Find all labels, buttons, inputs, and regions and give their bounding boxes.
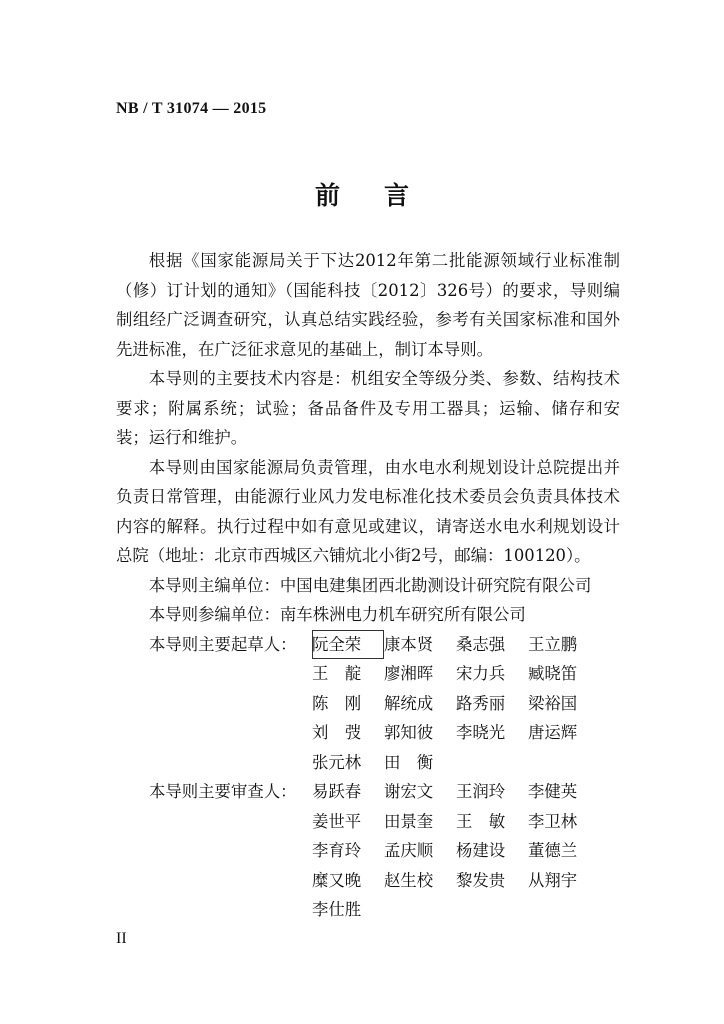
drafters-table [116, 630, 620, 778]
reviewer-name: 糜又晚 [312, 870, 362, 890]
drafter-name: 田 衡 [384, 752, 434, 772]
reviewer-name: 李育玲 [312, 841, 362, 860]
reviewer-name: 谢宏文 [384, 782, 434, 801]
drafter-name: 臧晓笛 [528, 664, 578, 683]
drafter-name: 李晓光 [456, 723, 506, 742]
paragraph-main-content: 本导则的主要技术内容是：机组安全等级分类、参数、结构技术要求；附属系统；试验；备品备件及专用工器具；运输、储存和安装；运行和维护。 [116, 369, 620, 447]
spacer [116, 718, 312, 748]
reviewer-name: 赵生校 [384, 870, 434, 890]
reviewer-name [528, 895, 600, 925]
drafter-name: 张元林 [312, 752, 362, 772]
reviewer-name: 田景奎 [384, 811, 434, 831]
paragraph-participating-editor: 本导则参编单位：南车株洲电力机车研究所有限公司 [148, 605, 526, 624]
spacer [116, 807, 312, 837]
reviewer-name: 董德兰 [528, 841, 578, 860]
reviewer-name: 姜世平 [312, 811, 362, 831]
reviewer-name [384, 895, 456, 925]
drafters-label: 本导则主要起草人： [149, 634, 297, 654]
reviewer-name: 杨建设 [456, 841, 506, 860]
preface-body [116, 246, 620, 925]
spacer [116, 836, 312, 866]
reviewer-name: 王 敏 [456, 811, 506, 831]
title-char-2: 言 [384, 181, 410, 210]
spacer [116, 895, 312, 925]
reviewer-name: 从翔宇 [528, 870, 578, 890]
drafter-name: 郭知彼 [384, 723, 434, 742]
drafter-name: 康本贤 [384, 634, 434, 654]
page-number: II [116, 930, 127, 947]
reviewer-name: 王润玲 [456, 782, 506, 801]
drafter-name: 陈 刚 [312, 693, 362, 713]
paragraph-management: 本导则由国家能源局负责管理，由水电水利规划设计总院提出并负责日常管理，由能源行业风力发电标准化技术委员会负责具体技术内容的解释。执行过程中如有意见或建议，请寄送水电水利规划设计总院（地址：北京市西城区六铺炕北小街2号，邮编：100120）。 [116, 457, 620, 565]
drafter-name: 宋力兵 [456, 664, 506, 683]
drafter-name: 路秀丽 [456, 693, 506, 713]
page-title [0, 176, 724, 212]
reviewer-name: 李仕胜 [312, 900, 362, 919]
standard-code: NB / T 31074 — 2015 [116, 100, 267, 117]
reviewer-name: 易跃春 [312, 782, 362, 801]
reviewer-name [456, 895, 528, 925]
title-char-1: 前 [314, 181, 340, 210]
reviewer-name: 李健英 [528, 782, 578, 801]
drafter-name: 解统成 [384, 693, 434, 713]
spacer [116, 866, 312, 896]
drafter-name [456, 748, 528, 778]
drafter-name: 王 靛 [312, 664, 362, 683]
drafter-name: 刘 弢 [312, 723, 362, 742]
drafter-name: 桑志强 [456, 634, 506, 654]
paragraph-chief-editor: 本导则主编单位：中国电建集团西北勘测设计研究院有限公司 [148, 575, 592, 595]
reviewers-table [116, 777, 620, 925]
drafter-name: 王立鹏 [528, 634, 578, 654]
spacer [116, 659, 312, 689]
paragraph-basis: 根据《国家能源局关于下达2012年第二批能源领域行业标准制（修）订计划的通知》（国能科技〔2012〕326号）的要求，导则编制组经广泛调查研究，认真总结实践经验，参考有关国家标准和国外先进标准，在广泛征求意见的基础上，制订本导则。 [116, 251, 620, 359]
reviewer-name: 李卫林 [528, 811, 578, 831]
spacer [116, 689, 312, 719]
reviewer-name: 孟庆顺 [384, 841, 434, 860]
drafter-name: 唐运辉 [528, 723, 578, 742]
reviewer-name: 黎发贵 [456, 870, 506, 890]
drafter-name: 廖湘晖 [384, 664, 434, 683]
drafter-name: 阮全荣 [312, 630, 384, 660]
spacer [116, 748, 312, 778]
reviewers-label: 本导则主要审查人： [149, 782, 297, 801]
drafter-name: 梁裕国 [528, 693, 578, 713]
drafter-name [528, 748, 600, 778]
